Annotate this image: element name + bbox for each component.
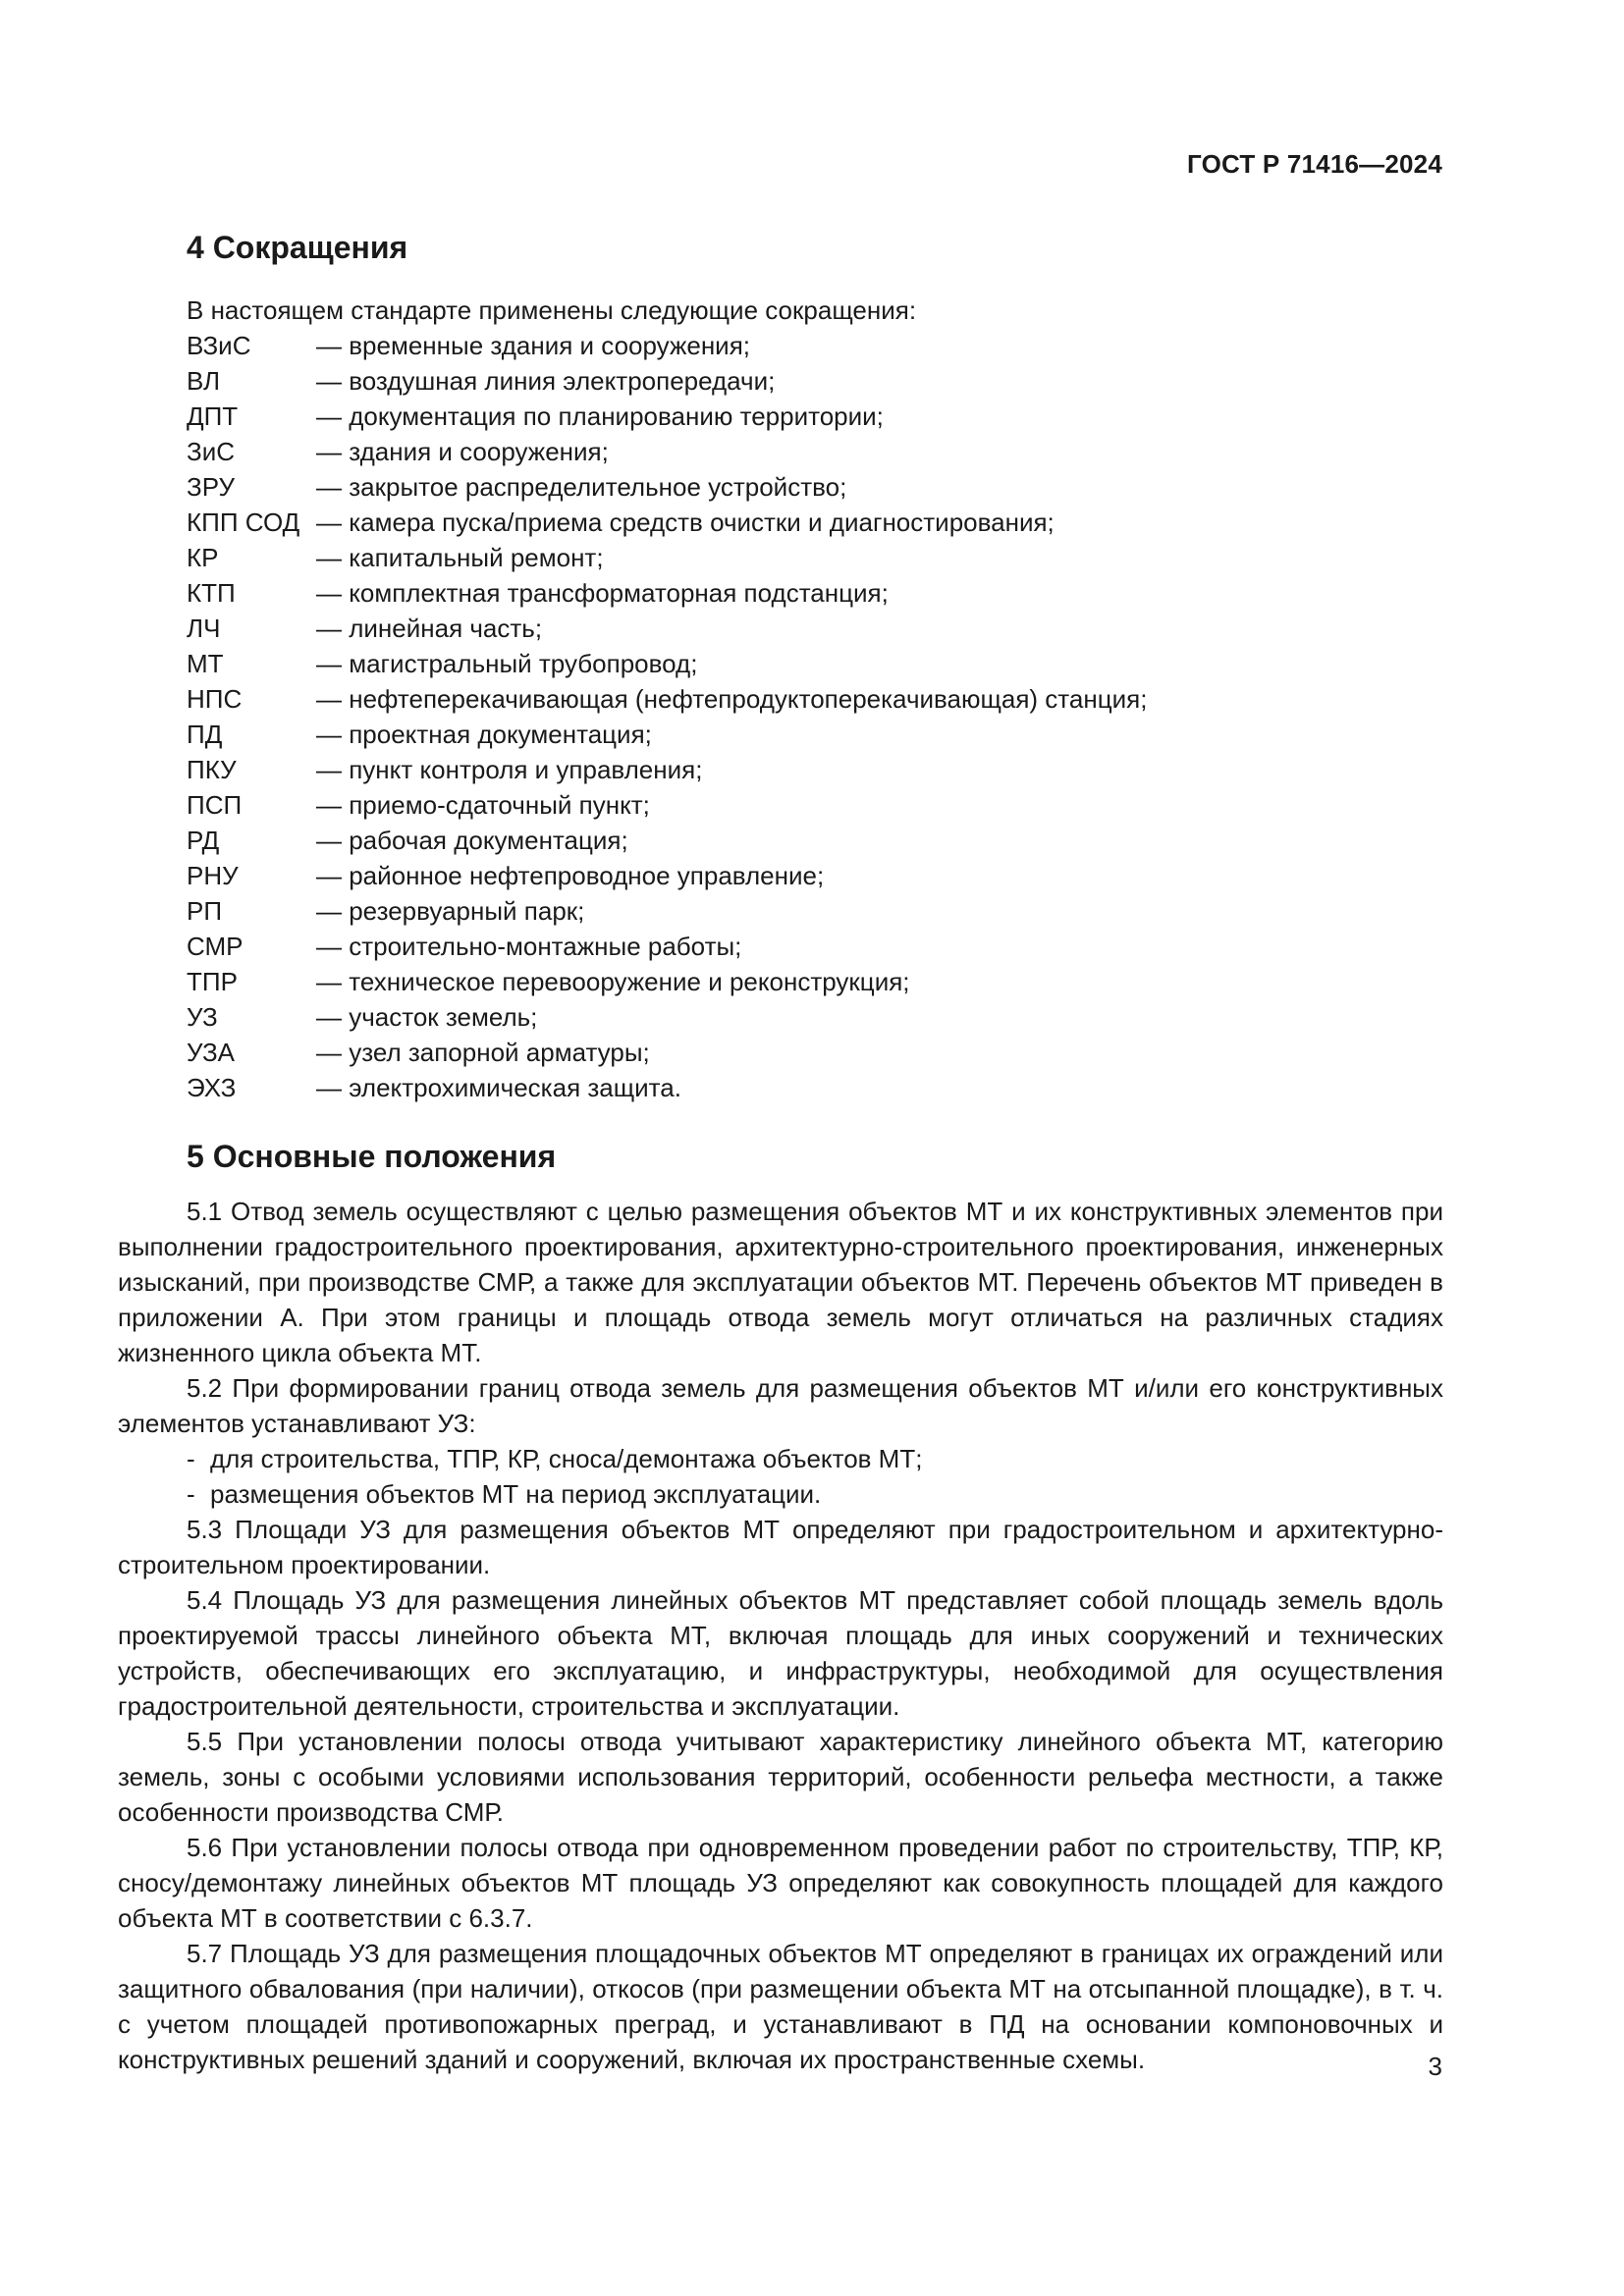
abbreviation-list	[118, 328, 1443, 1105]
abbreviation-row	[187, 999, 1443, 1035]
abbreviation-row	[187, 787, 1443, 823]
abbreviation-row	[187, 752, 1443, 787]
abbreviation-definition: — пункт контроля и управления;	[316, 755, 703, 784]
paragraph-5-4: 5.4 Площадь УЗ для размещения линейных объектов МТ представляет собой площадь земель вдоль проектируемой трассы линейного объекта МТ, включая площадь для иных сооружений и технических устройств, обеспечивающих его эксплуатацию, и инфраструктуры, необходимой для осуществления градостроительной деятельности, строительства и эксплуатации.	[118, 1585, 1443, 1721]
abbreviation-term: ЗРУ	[187, 472, 235, 502]
paragraph-5-1: 5.1 Отвод земель осуществляют с целью размещения объектов МТ и их конструктивных элементов при выполнении градостроительного проектирования, архитектурно-строительного проектирования, инженерных изысканий, при производстве СМР, а также для эксплуатации объектов МТ. Перечень объектов МТ приведен в приложении А. При этом границы и площадь отвода земель могут отличаться на различных стадиях жизненного цикла объекта МТ.	[118, 1197, 1443, 1367]
paragraph-5-6: 5.6 При установлении полосы отвода при одновременном проведении работ по строительству, ТПР, КР, сносу/демонтажу линейных объектов МТ площадь УЗ определяют как совокупность площадей для каждого объекта МТ в соответствии с 6.3.7.	[118, 1833, 1443, 1933]
abbreviation-term: КР	[187, 543, 219, 572]
abbreviation-term: ЭХЗ	[187, 1073, 237, 1102]
abbreviation-definition: — комплектная трансформаторная подстанция;	[316, 578, 889, 608]
section-4-intro: В настоящем стандарте применены следующие сокращения:	[187, 295, 917, 325]
abbreviation-row	[187, 611, 1443, 646]
abbreviation-row	[187, 1070, 1443, 1105]
abbreviation-definition: — временные здания и сооружения;	[316, 331, 750, 360]
paragraph-5-5: 5.5 При установлении полосы отвода учитывают характеристику линейного объекта МТ, категорию земель, зоны с особыми условиями использования территорий, особенности рельефа местности, а также особенности производства СМР.	[118, 1727, 1443, 1827]
abbreviation-row	[187, 646, 1443, 681]
abbreviation-definition: — районное нефтепроводное управление;	[316, 861, 825, 890]
abbreviation-row	[187, 717, 1443, 752]
abbreviation-row	[187, 505, 1443, 540]
abbreviation-definition: — техническое перевооружение и реконструкция;	[316, 967, 910, 996]
paragraph-5-2: 5.2 При формировании границ отвода земель для размещения объектов МТ и/или его конструктивных элементов устанавливают УЗ:	[118, 1373, 1443, 1438]
abbreviation-definition: — камера пуска/приема средств очистки и диагностирования;	[316, 507, 1055, 537]
abbreviation-row	[187, 469, 1443, 505]
abbreviation-row	[187, 575, 1443, 611]
paragraph-5-3: 5.3 Площади УЗ для размещения объектов МТ определяют при градостроительном и архитектурно-строительном проектировании.	[118, 1515, 1443, 1579]
abbreviation-term: РП	[187, 896, 223, 926]
bullet-item: - для строительства, ТПР, КР, сноса/демонтажа объектов МТ;	[187, 1444, 923, 1473]
page-content	[118, 226, 1443, 2077]
abbreviation-row	[187, 964, 1443, 999]
section-5-title: 5 Основные положения	[187, 1139, 557, 1174]
abbreviation-row	[187, 893, 1443, 929]
section-4-title: 4 Сокращения	[187, 230, 408, 265]
abbreviation-definition: — участок земель;	[316, 1002, 538, 1032]
abbreviation-definition: — закрытое распределительное устройство;	[316, 472, 847, 502]
abbreviation-row	[187, 399, 1443, 434]
abbreviation-row	[187, 363, 1443, 399]
abbreviation-row	[187, 328, 1443, 363]
abbreviation-term: ЛЧ	[187, 614, 221, 643]
abbreviation-term: ДПТ	[187, 401, 239, 431]
abbreviation-term: ПКУ	[187, 755, 237, 784]
abbreviation-definition: — магистральный трубопровод;	[316, 649, 698, 678]
abbreviation-row	[187, 823, 1443, 858]
bullet-text: размещения объектов МТ на период эксплуатации.	[210, 1479, 822, 1509]
abbreviation-term: СМР	[187, 932, 244, 961]
abbreviation-row	[187, 681, 1443, 717]
abbreviation-term: НПС	[187, 684, 243, 714]
page-number: 3	[1428, 2052, 1442, 2081]
abbreviation-definition: — приемо-сдаточный пункт;	[316, 790, 650, 820]
abbreviation-term: РНУ	[187, 861, 239, 890]
abbreviation-definition: — строительно-монтажные работы;	[316, 932, 742, 961]
abbreviation-definition: — резервуарный парк;	[316, 896, 585, 926]
abbreviation-term: ВЛ	[187, 366, 221, 396]
abbreviation-term: РД	[187, 826, 220, 855]
paragraph-5-7: 5.7 Площадь УЗ для размещения площадочных объектов МТ определяют в границах их ограждений или защитного обвалования (при наличии), откосов (при размещении объекта МТ на отсыпанной площадке), в т. ч. с учетом площадей противопожарных преград, и устанавливают в ПД на основании компоновочных и конструктивных решений зданий и сооружений, включая их пространственные схемы.	[118, 1939, 1443, 2074]
abbreviation-definition: — рабочая документация;	[316, 826, 628, 855]
abbreviation-row	[187, 434, 1443, 469]
abbreviation-term: ПСП	[187, 790, 243, 820]
document-header: ГОСТ Р 71416—2024	[1187, 149, 1442, 179]
abbreviation-row	[187, 1035, 1443, 1070]
abbreviation-term: ЗиС	[187, 437, 236, 466]
abbreviation-definition: — нефтеперекачивающая (нефтепродуктоперекачивающая) станция;	[316, 684, 1148, 714]
bullet-item: - размещения объектов МТ на период эксплуатации.	[187, 1479, 822, 1509]
abbreviation-definition: — здания и сооружения;	[316, 437, 609, 466]
abbreviation-row	[187, 929, 1443, 964]
abbreviation-row	[187, 540, 1443, 575]
abbreviation-term: КПП СОД	[187, 507, 300, 537]
abbreviation-term: ПД	[187, 720, 223, 749]
abbreviation-definition: — документация по планированию территории;	[316, 401, 884, 431]
abbreviation-term: УЗА	[187, 1038, 235, 1067]
abbreviation-row	[187, 858, 1443, 893]
abbreviation-term: КТП	[187, 578, 236, 608]
abbreviation-definition: — проектная документация;	[316, 720, 652, 749]
abbreviation-definition: — электрохимическая защита.	[316, 1073, 681, 1102]
abbreviation-term: МТ	[187, 649, 224, 678]
abbreviation-term: ВЗиС	[187, 331, 251, 360]
bullet-text: для строительства, ТПР, КР, сноса/демонтажа объектов МТ;	[210, 1444, 923, 1473]
abbreviation-definition: — воздушная линия электропередачи;	[316, 366, 776, 396]
abbreviation-definition: — линейная часть;	[316, 614, 543, 643]
abbreviation-definition: — капитальный ремонт;	[316, 543, 604, 572]
abbreviation-term: ТПР	[187, 967, 238, 996]
abbreviation-definition: — узел запорной арматуры;	[316, 1038, 650, 1067]
abbreviation-term: УЗ	[187, 1002, 218, 1032]
